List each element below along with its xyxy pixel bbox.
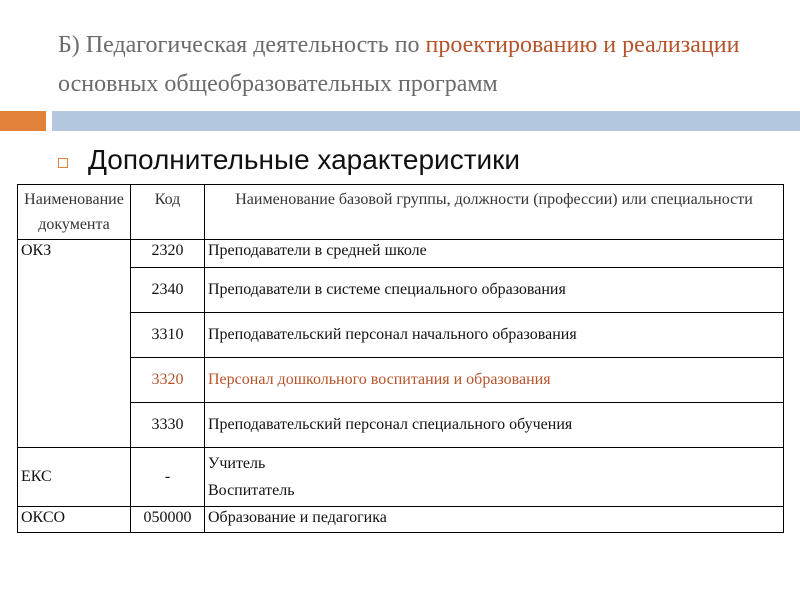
code-cell: 2320 [131,240,205,268]
header-name: Наименование базовой группы, должности (профессии) или специальности [205,185,784,240]
code-cell: 3330 [131,403,205,448]
table-row [18,507,784,533]
table-row [18,268,784,313]
table-row [18,240,784,268]
name-cell: Преподавательский персонал специального обучения [205,403,784,448]
doc-cell-okso: ОКСО [18,507,131,533]
bullet-text: Дополнительные характеристики [88,144,521,175]
code-cell: - [131,448,205,507]
bullet-item [58,140,520,180]
name-cell [205,448,784,507]
title-highlight: проектированию и реализации [425,32,740,58]
name-cell: Преподаватели в средней школе [205,240,784,268]
name-cell-highlighted: Персонал дошкольного воспитания и образования [205,358,784,403]
classification-table [17,184,784,533]
table-header-row [18,185,784,240]
name-line-educator: Воспитатель [208,482,295,499]
table-row [18,448,784,507]
name-cell: Преподаватели в системе специального образования [205,268,784,313]
title-part1: Б) Педагогическая деятельность по [58,32,426,58]
table-row-highlighted [18,358,784,403]
code-cell: 2340 [131,268,205,313]
title-part2: основных общеобразовательных программ [58,71,498,97]
header-code: Код [131,185,205,240]
doc-cell-okz: ОКЗ [18,240,131,448]
table-row [18,403,784,448]
header-doc-name: Наименование документа [18,185,131,240]
name-line-teacher: Учитель [208,455,266,472]
accent-bar [0,111,46,131]
table-row [18,313,784,358]
name-cell: Преподавательский персонал начального образования [205,313,784,358]
doc-cell-eks: ЕКС [18,448,131,507]
title-underline-band [52,111,800,131]
code-cell: 3310 [131,313,205,358]
slide-title [58,26,778,104]
square-bullet-icon [58,158,68,168]
code-cell: 050000 [131,507,205,533]
name-cell: Образование и педагогика [205,507,784,533]
code-cell-highlighted: 3320 [131,358,205,403]
